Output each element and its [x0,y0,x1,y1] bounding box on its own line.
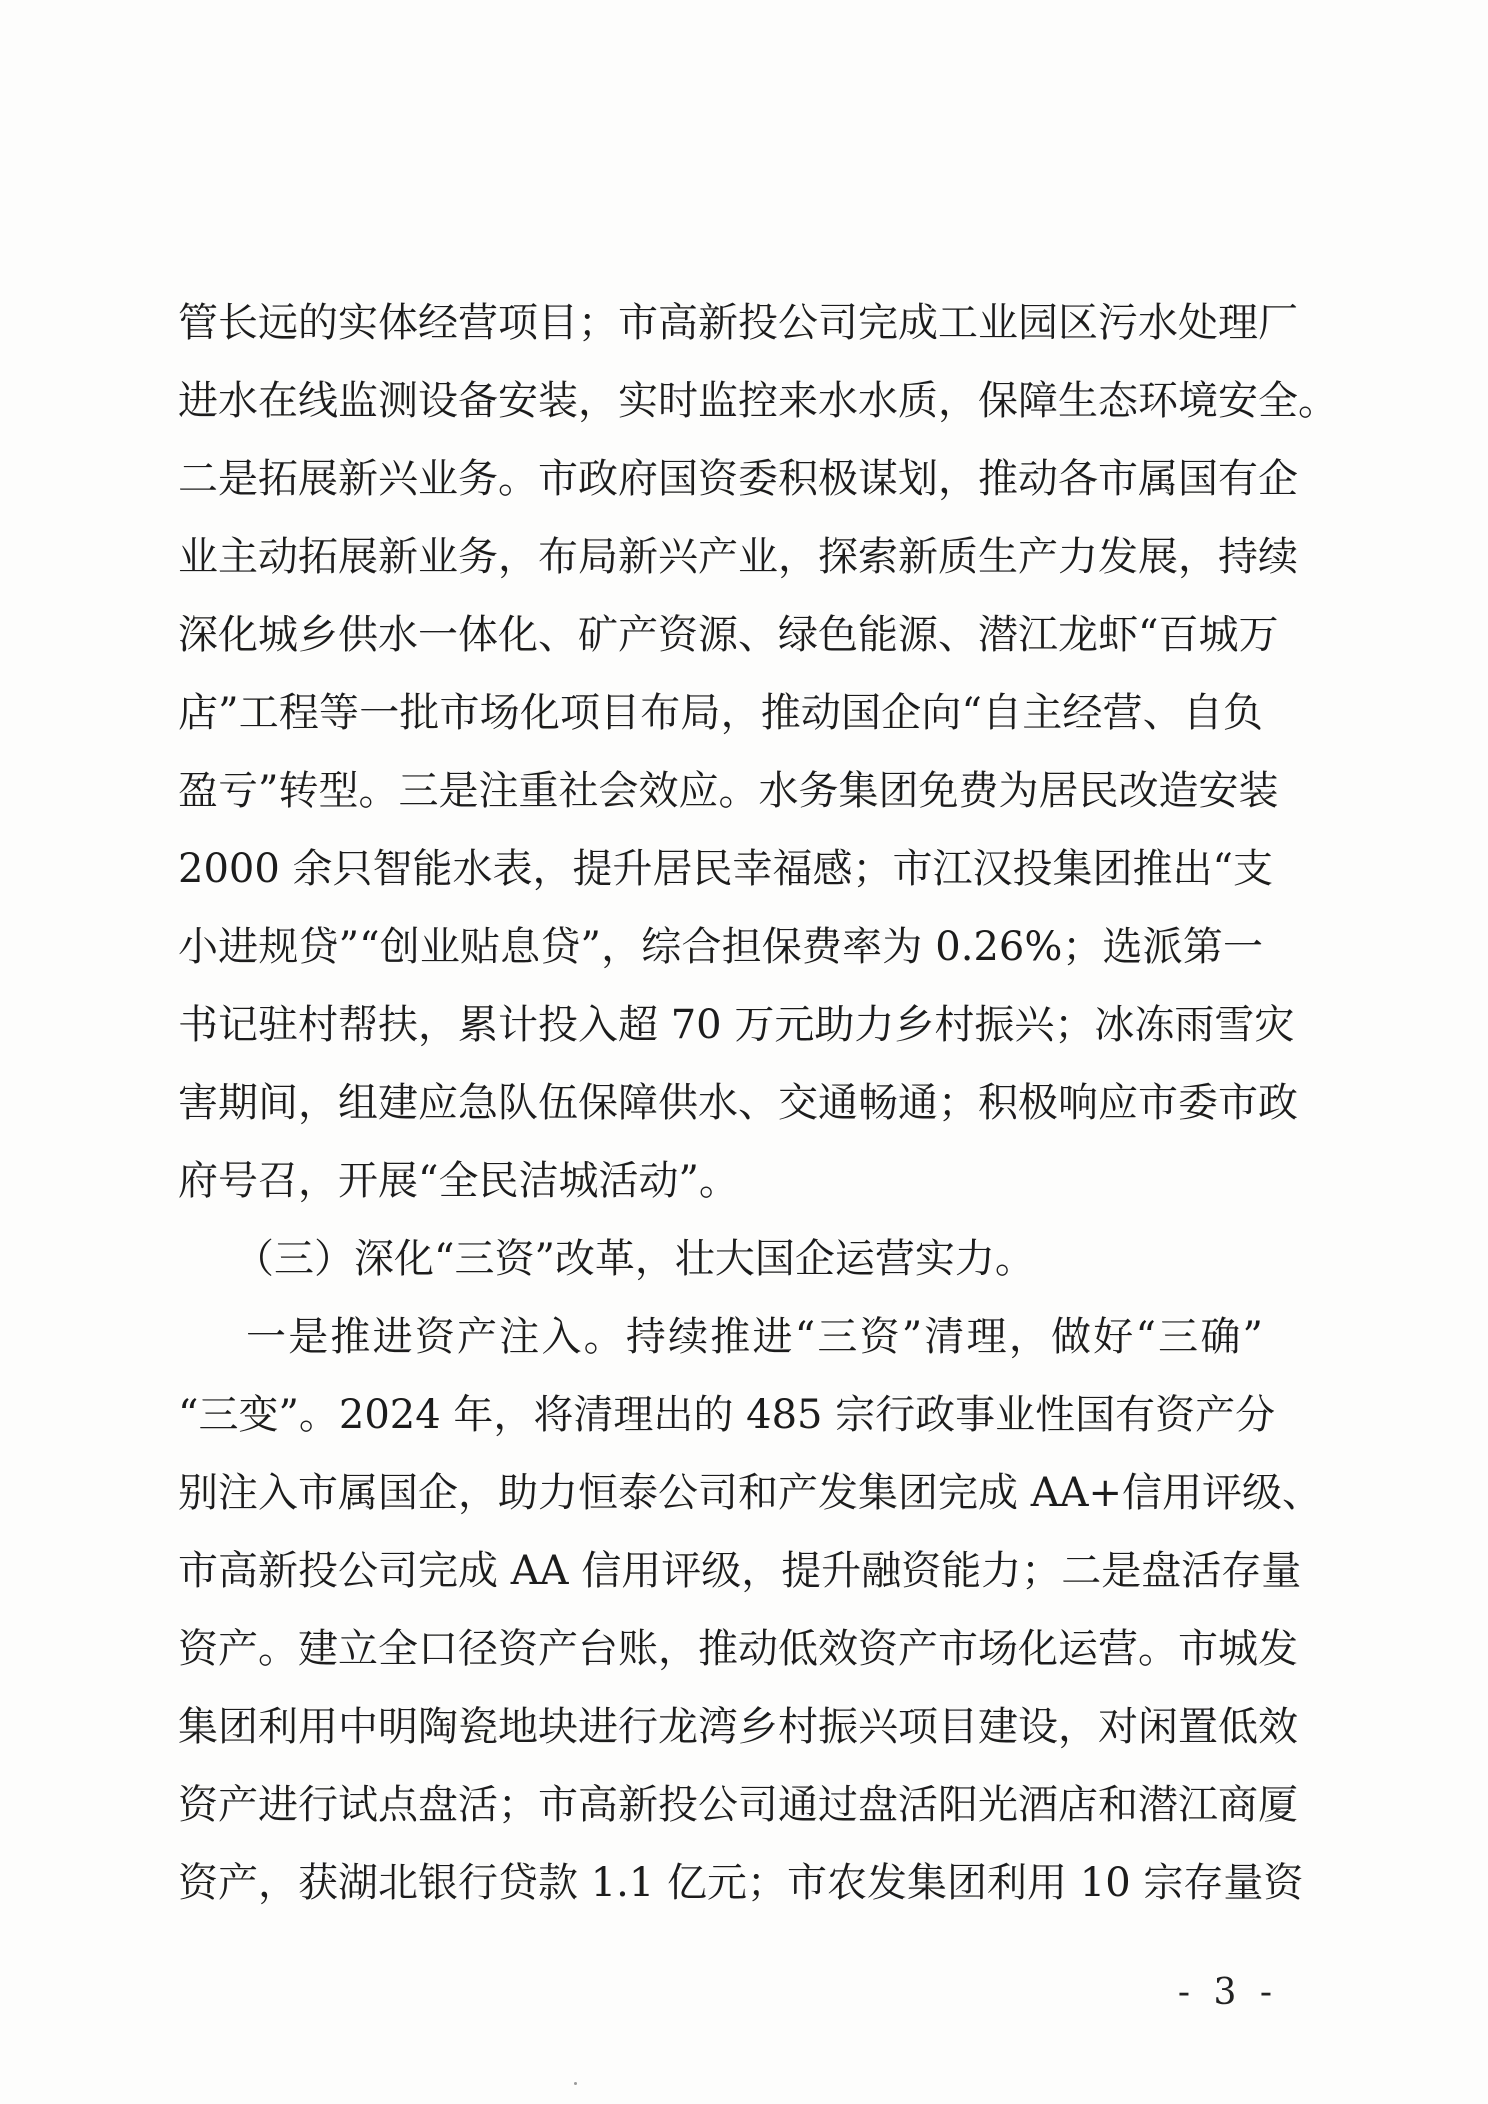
body-line: 店”工程等一批市场化项目布局，推动国企向“自主经营、自负 [178,690,1263,736]
document-body [178,284,1338,1922]
body-line: 二是拓展新兴业务。市政府国资委积极谋划，推动各市属国有企 [178,456,1298,502]
body-line: 书记驻村帮扶，累计投入超 70 万元助力乡村振兴；冰冻雨雪灾 [178,1002,1295,1048]
body-line: 业主动拓展新业务，布局新兴产业，探索新质生产力发展，持续 [178,534,1298,580]
paragraph-first-line: 一是推进资产注入。持续推进“三资”清理，做好“三确” [246,1314,1263,1360]
body-line: 小进规贷”“创业贴息贷”，综合担保费率为 0.26%；选派第一 [178,924,1263,970]
body-line: 进水在线监测设备安装，实时监控来水水质，保障生态环境安全。 [178,378,1338,424]
body-line: 市高新投公司完成 AA 信用评级，提升融资能力；二是盘活存量 [178,1548,1302,1594]
body-line: 管长远的实体经营项目；市高新投公司完成工业园区污水处理厂 [178,300,1298,346]
body-line: 别注入市属国企，助力恒泰公司和产发集团完成 AA+信用评级、 [178,1470,1323,1516]
body-line: 深化城乡供水一体化、矿产资源、绿色能源、潜江龙虾“百城万 [178,612,1279,658]
body-line: 害期间，组建应急队伍保障供水、交通畅通；积极响应市委市政 [178,1080,1298,1126]
body-line: 资产进行试点盘活；市高新投公司通过盘活阳光酒店和潜江商厦 [178,1782,1298,1828]
body-line: 集团利用中明陶瓷地块进行龙湾乡村振兴项目建设，对闲置低效 [178,1704,1298,1750]
body-line: 资产，获湖北银行贷款 1.1 亿元；市农发集团利用 10 宗存量资 [178,1860,1304,1906]
body-line: 府号召，开展“全民洁城活动”。 [178,1158,739,1204]
body-line: “三变”。2024 年，将清理出的 485 宗行政事业性国有资产分 [178,1392,1276,1438]
page-number: - 3 - [1177,1972,1278,2013]
body-line: 盈亏”转型。三是注重社会效应。水务集团免费为居民改造安装 [178,768,1279,814]
body-line: 2000 余只智能水表，提升居民幸福感；市江汉投集团推出“支 [178,846,1273,892]
body-line: 资产。建立全口径资产台账，推动低效资产市场化运营。市城发 [178,1626,1298,1672]
section-heading: （三）深化“三资”改革，壮大国企运营实力。 [234,1236,1035,1282]
scan-speck [574,2082,577,2085]
